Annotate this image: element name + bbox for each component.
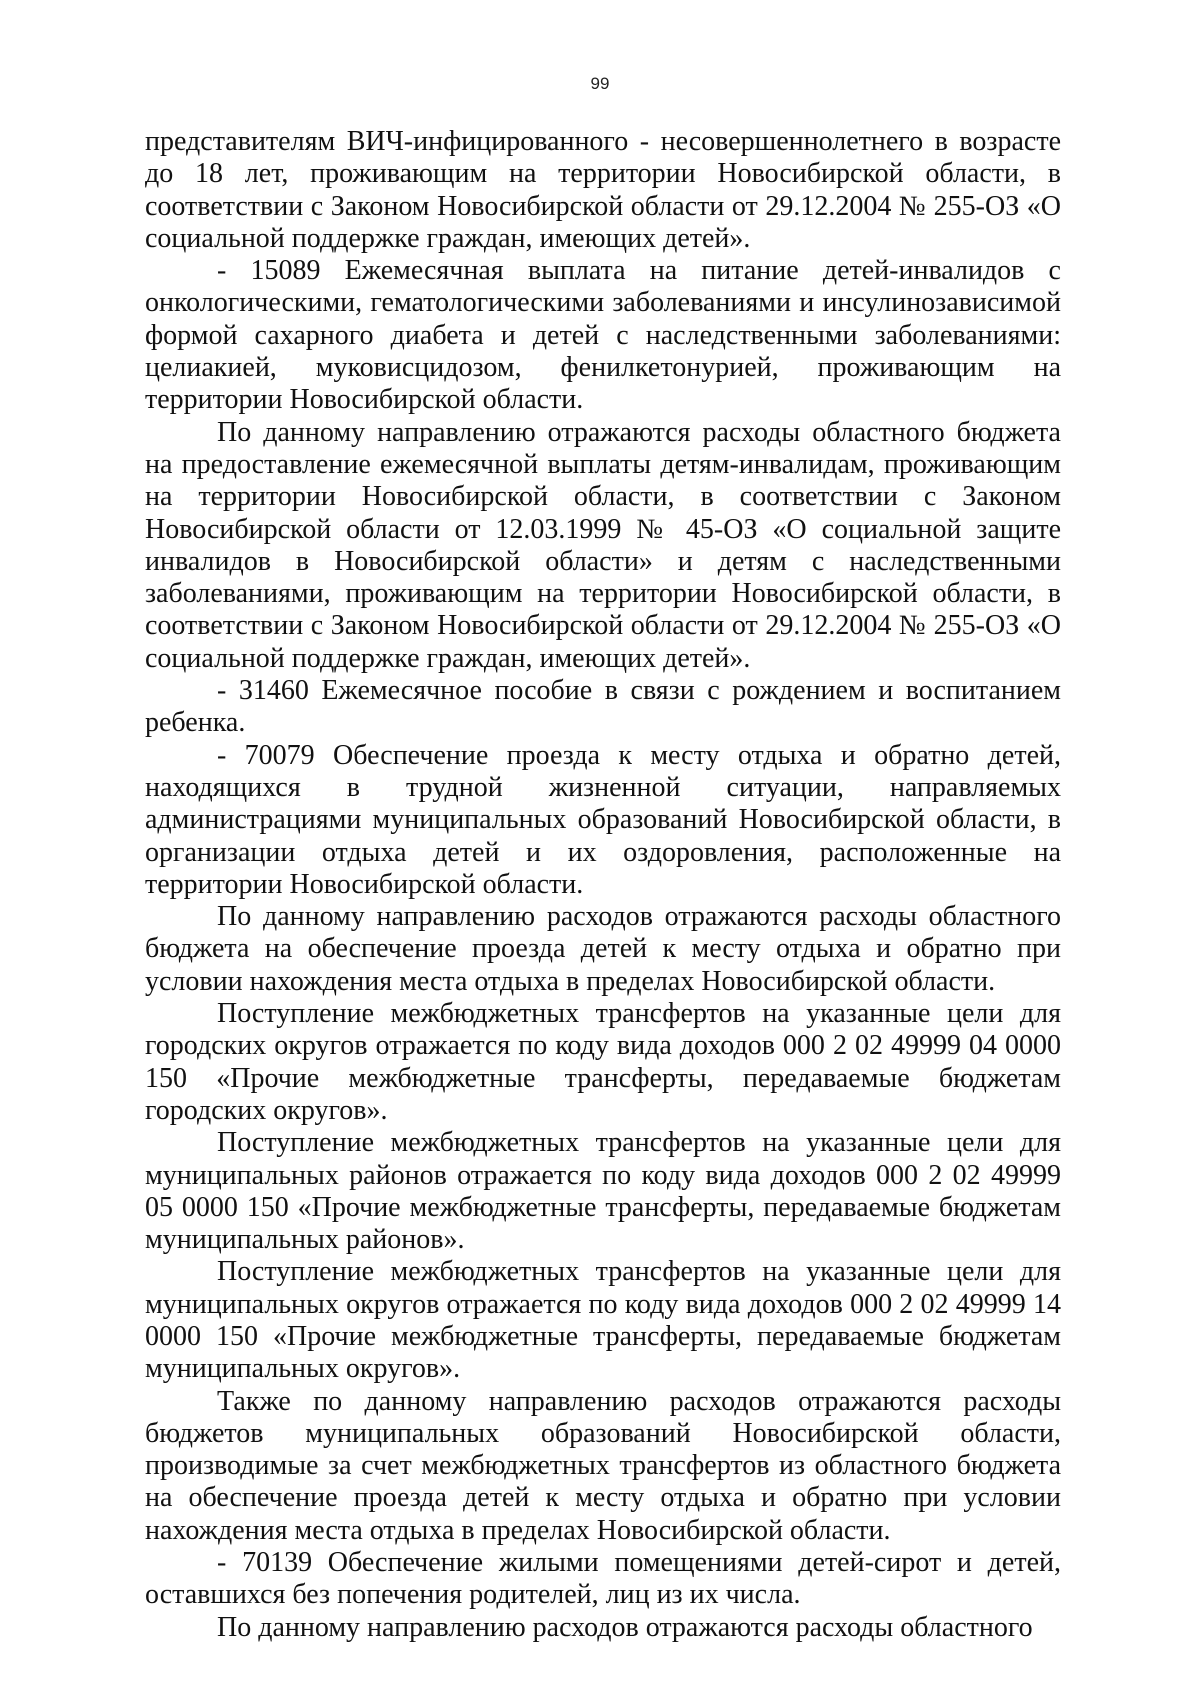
- paragraph: представителям ВИЧ-инфицированного - несовершеннолетнего в возрасте до 18 лет, проживающим на территории Новосибирской области, в соответствии с Законом Новосибирской области от 29.12.2004 № 255-ОЗ «О социальной поддержке граждан, имеющих детей».: [145, 126, 1061, 254]
- paragraph: Поступление межбюджетных трансфертов на указанные цели для городских округов отражается по коду вида доходов 000 2 02 49999 04 0000 150 «Прочие межбюджетные трансферты, передаваемые бюджетам городских округов».: [145, 998, 1061, 1126]
- paragraph: По данному направлению расходов отражаются расходы областного бюджета на обеспечение проезда детей к месту отдыха и обратно при условии нахождения места отдыха в пределах Новосибирской области.: [145, 901, 1061, 997]
- paragraph: - 15089 Ежемесячная выплата на питание детей-инвалидов с онкологическими, гематологическими заболеваниями и инсулинозависимой формой сахарного диабета и детей с наследственными заболеваниями: целиакией, муковисцидозом, фенилкетонурией, проживающим на территории Новосибирской области.: [145, 255, 1061, 416]
- paragraph: По данному направлению расходов отражаются расходы областного: [217, 1611, 1033, 1643]
- paragraph: - 70139 Обеспечение жилыми помещениями детей-сирот и детей, оставшихся без попечения родителей, лиц из их числа.: [145, 1547, 1061, 1611]
- paragraph: - 70079 Обеспечение проезда к месту отдыха и обратно детей, находящихся в трудной жизненной ситуации, направляемых администрациями муниципальных образований Новосибирской области, в организации отдыха детей и их оздоровления, расположенные на территории Новосибирской области.: [145, 739, 1061, 900]
- page-number: 99: [590, 74, 610, 93]
- paragraph: Поступление межбюджетных трансфертов на указанные цели для муниципальных округов отражается по коду вида доходов 000 2 02 49999 14 0000 150 «Прочие межбюджетные трансферты, передаваемые бюджетам муниципальных округов».: [145, 1256, 1061, 1385]
- document-body: [145, 126, 1061, 1644]
- paragraph: - 31460 Ежемесячное пособие в связи с рождением и воспитанием ребенка.: [145, 675, 1061, 739]
- paragraph: Поступление межбюджетных трансфертов на указанные цели для муниципальных районов отражается по коду вида доходов 000 2 02 49999 05 0000 150 «Прочие межбюджетные трансферты, передаваемые бюджетам муниципальных районов».: [145, 1127, 1061, 1256]
- paragraph: По данному направлению отражаются расходы областного бюджета на предоставление ежемесячной выплаты детям-инвалидам, проживающим на территории Новосибирской области, в соответствии с Законом Новосибирской области от 12.03.1999 № 45-ОЗ «О социальной защите инвалидов в Новосибирской области» и детям с наследственными заболеваниями, проживающим на территории Новосибирской области, в соответствии с Законом Новосибирской области от 29.12.2004 № 255-ОЗ «О социальной поддержке граждан, имеющих детей».: [145, 416, 1061, 674]
- paragraph: Также по данному направлению расходов отражаются расходы бюджетов муниципальных образований Новосибирской области, производимые за счет межбюджетных трансфертов из областного бюджета на обеспечение проезда детей к месту отдыха и обратно при условии нахождения места отдыха в пределах Новосибирской области.: [145, 1385, 1061, 1546]
